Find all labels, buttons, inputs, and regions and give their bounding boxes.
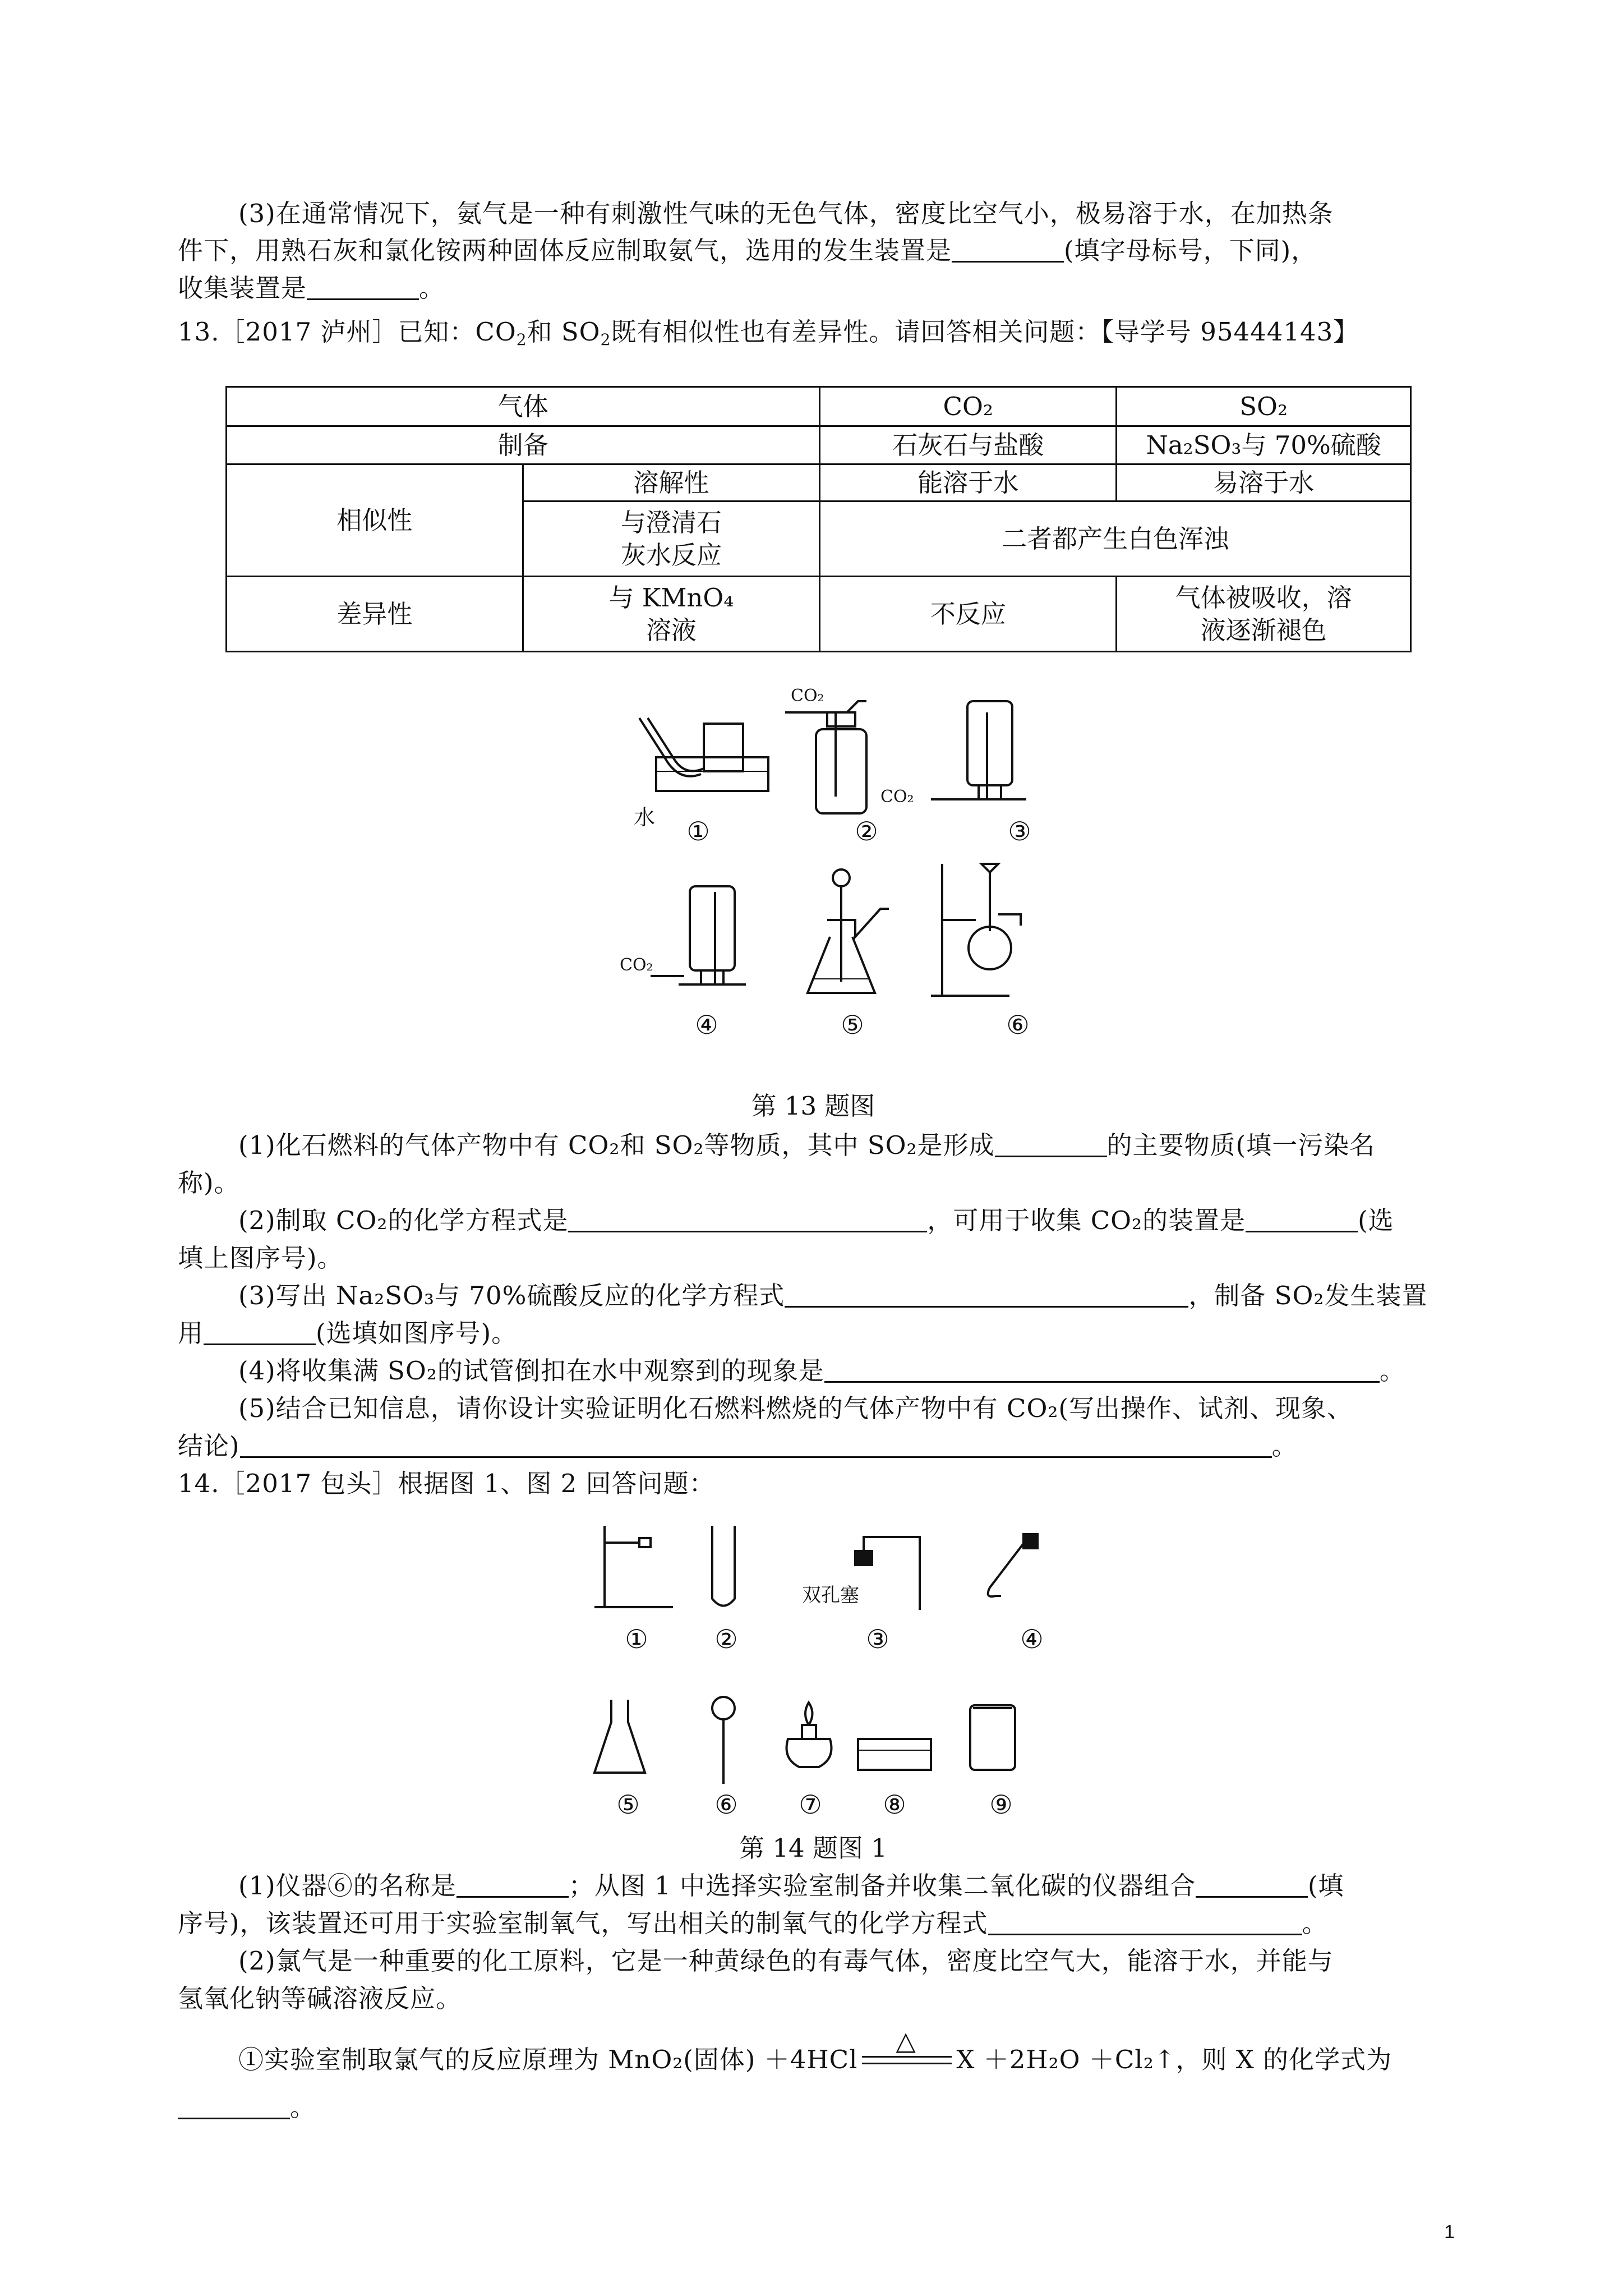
q13-sub2-c: (选 <box>1358 1205 1394 1235</box>
figure-label: ⑦ <box>799 1789 822 1820</box>
inverted-bottle <box>620 886 746 984</box>
q13-sub5: (5)结合已知信息，请你设计实验证明化石燃料燃烧的气体产物中有 CO₂(写出操作、试剂、现象、 <box>238 1393 1353 1423</box>
q13-sub3 <box>238 1278 1427 1313</box>
q12-3-line2 <box>178 233 1317 268</box>
answer-blank[interactable] <box>995 1133 1107 1157</box>
figure-label: ① <box>686 816 710 846</box>
answer-blank[interactable] <box>457 1874 569 1898</box>
co2-label: CO₂ <box>880 787 914 807</box>
cell-line: 气体被吸收，溶 <box>1175 582 1352 613</box>
answer-blank[interactable] <box>568 1208 927 1232</box>
table-cell: 易溶于水 <box>1117 464 1411 501</box>
table-cell: 制备 <box>227 426 820 464</box>
answer-blank[interactable] <box>204 1321 316 1345</box>
cell-line: 液逐渐褪色 <box>1200 615 1327 645</box>
q14-sub1-cont <box>178 1906 1328 1941</box>
q12-3-line3a: 收集装置是 <box>178 273 307 303</box>
cell-line: 溶液 <box>645 615 697 645</box>
q12-3-line3b: 。 <box>419 273 445 303</box>
q13-heading: 13.［2017 泸州］已知：$CO_2$和 $SO_2$既有相似性也有差异性。请回答相关问题：【导学号 95444143】 <box>178 317 1359 349</box>
figure-label: ⑧ <box>883 1789 906 1820</box>
cell-line: 与澄清石 <box>620 507 722 537</box>
test-tube-icon <box>712 1526 735 1606</box>
iron-stand-icon <box>594 1526 673 1607</box>
table-cell: Na₂SO₃与 70%硫酸 <box>1117 426 1411 464</box>
inverted-bottle <box>931 701 1026 799</box>
reaction-condition-arrow <box>862 2025 952 2076</box>
answer-blank[interactable] <box>1196 1874 1308 1898</box>
table-cell <box>523 577 820 652</box>
q13-sub3-d: (选填如图序号)。 <box>316 1318 518 1348</box>
answer-blank[interactable] <box>824 1359 1380 1383</box>
table-cell: 溶解性 <box>523 464 820 501</box>
q12-3-line1: (3)在通常情况下，氨气是一种有刺激性气味的无色气体，密度比空气小，极易溶于水，在加热条 <box>238 199 1334 228</box>
figure-label: ③ <box>1008 816 1031 846</box>
water-label: 水 <box>634 805 656 830</box>
stopper-tube-icon <box>855 1537 920 1610</box>
figure-label: ④ <box>1020 1624 1044 1654</box>
reaction-right: X ＋2H₂O ＋Cl₂↑，则 X 的化学式为 <box>956 2045 1393 2074</box>
answer-blank[interactable] <box>988 1911 1302 1935</box>
figure-label: ⑥ <box>714 1789 738 1820</box>
answer-blank[interactable] <box>785 1283 1188 1308</box>
table-cell: 石灰石与盐酸 <box>820 426 1117 464</box>
q13-sub2-a: (2)制取 CO₂的化学方程式是 <box>238 1205 569 1235</box>
q13-sub2-b: ，可用于收集 CO₂的装置是 <box>927 1205 1246 1235</box>
table-cell <box>523 501 820 577</box>
q13-sub2-cont: 填上图序号)。 <box>178 1243 343 1273</box>
q13-sub1-a: (1)化石燃料的气体产物中有 CO₂和 SO₂等物质，其中 SO₂是形成 <box>238 1130 995 1160</box>
q14-sub2: (2)氯气是一种重要的化工原料，它是一种黄绿色的有毒气体，密度比空气大，能溶于水，并能与 <box>238 1946 1334 1976</box>
table-cell: 气体 <box>227 387 820 426</box>
cell-line: 与 KMnO₄ <box>608 582 734 613</box>
figure-label: ③ <box>866 1624 889 1654</box>
figure-label: ⑨ <box>989 1789 1013 1820</box>
q13-sub2 <box>238 1203 1394 1238</box>
q13-sub1 <box>238 1128 1375 1163</box>
conical-flask-apparatus <box>808 869 889 993</box>
q14-sub1 <box>238 1868 1344 1903</box>
q13-sub5-b: 结论) <box>178 1431 240 1461</box>
table-cell: 差异性 <box>227 577 523 652</box>
q14-sub1-a: (1)仪器⑥的名称是 <box>238 1871 457 1901</box>
figure-label: ② <box>855 816 878 846</box>
q13-sub5-c: 。 <box>1271 1431 1298 1461</box>
q13-prefix: 13.［2017 泸州］已知：CO <box>178 317 517 347</box>
stopper-label: 双孔塞 <box>802 1584 859 1607</box>
figure-14 <box>589 1515 1094 1795</box>
q13-sub3-b: ，制备 SO₂发生装置 <box>1188 1281 1428 1310</box>
reaction-left: ①实验室制取氯气的反应原理为 MnO₂(固体) ＋4HCl <box>238 2045 858 2074</box>
q13-mid1: 和 SO <box>527 317 601 347</box>
figure-label: ⑥ <box>1006 1010 1030 1040</box>
q14-sub1-e: 。 <box>1302 1908 1328 1938</box>
conical-flask-icon <box>594 1700 645 1773</box>
figure-label: ④ <box>695 1010 718 1040</box>
gas-washing-bottle <box>785 686 914 813</box>
table-cell: 不反应 <box>820 577 1117 652</box>
page-number: 1 <box>1444 2221 1455 2243</box>
q13-sub1-cont: 称)。 <box>178 1168 240 1198</box>
gas-jar-icon <box>970 1705 1015 1770</box>
q13-sub3-cont <box>178 1315 517 1351</box>
figure-14-caption: 第 14 题图 1 <box>739 1833 887 1863</box>
q13-mid2: 既有相似性也有差异性。请回答相关问题： <box>611 317 1101 347</box>
q14-sub2-answer <box>178 2090 316 2125</box>
q14-sub2-reaction <box>238 2025 1393 2077</box>
q13-sub1-b: 的主要物质(填一污染名 <box>1106 1130 1376 1160</box>
q13-sub4-b: 。 <box>1379 1356 1405 1386</box>
co2-label: CO₂ <box>791 686 824 706</box>
comparison-table <box>225 386 1412 652</box>
answer-blank[interactable] <box>952 238 1064 263</box>
table-cell: CO₂ <box>820 387 1117 426</box>
table-cell <box>1117 577 1411 652</box>
cell-line: 灰水反应 <box>620 540 722 570</box>
table-cell: 能溶于水 <box>820 464 1117 501</box>
q14-sub1-b: ；从图 1 中选择实验室制备并收集二氧化碳的仪器组合 <box>568 1871 1196 1901</box>
figure-label: ① <box>625 1624 648 1654</box>
q12-3-line2a: 件下，用熟石灰和氯化铵两种固体反应制取氨气，选用的发生装置是 <box>178 236 952 265</box>
q13-sub3-a: (3)写出 Na₂SO₃与 70%硫酸反应的化学方程式 <box>238 1281 785 1310</box>
q13-sub4-a: (4)将收集满 SO₂的试管倒扣在水中观察到的现象是 <box>238 1356 824 1386</box>
guide-number: 【导学号 95444143】 <box>1101 317 1359 347</box>
q13-sub5-cont <box>178 1428 1298 1464</box>
figure-13-caption: 第 13 题图 <box>751 1091 875 1121</box>
figure-label: ② <box>714 1624 738 1654</box>
q14-sub1-c: (填 <box>1308 1871 1344 1901</box>
q14-sub2-end: 。 <box>290 2092 316 2122</box>
co2-label: CO₂ <box>620 955 653 975</box>
q12-3-line3 <box>178 270 445 306</box>
answer-blank[interactable] <box>307 276 419 300</box>
table-cell: SO₂ <box>1117 387 1411 426</box>
figure-13 <box>617 679 1066 1066</box>
q14-sub2-cont: 氢氧化钠等碱溶液反应。 <box>178 1984 462 2013</box>
round-flask-apparatus <box>931 864 1021 996</box>
answer-blank[interactable] <box>1246 1208 1358 1232</box>
q13-sub4 <box>238 1353 1405 1388</box>
figure-label: ⑤ <box>841 1010 864 1040</box>
water-trough-apparatus <box>639 718 768 791</box>
answer-blank[interactable] <box>178 2095 290 2119</box>
alcohol-lamp-icon <box>787 1703 832 1767</box>
heat-symbol: △ <box>896 2025 916 2056</box>
figure-label: ⑤ <box>616 1789 640 1820</box>
q13-sub3-c: 用 <box>178 1318 204 1348</box>
bent-tube-icon <box>988 1534 1038 1596</box>
q14-sub1-d: 序号)，该装置还可用于实验室制氧气，写出相关的制氧气的化学方程式 <box>178 1908 988 1938</box>
answer-blank[interactable] <box>240 1434 1272 1458</box>
table-cell: 二者都产生白色浑浊 <box>820 501 1411 577</box>
q14-heading: 14.［2017 包头］根据图 1、图 2 回答问题： <box>178 1469 715 1498</box>
table-cell: 相似性 <box>227 464 523 577</box>
water-trough-icon <box>858 1739 931 1770</box>
q12-3-line2b: (填字母标号，下同)， <box>1064 236 1317 265</box>
long-neck-funnel-icon <box>712 1697 735 1784</box>
